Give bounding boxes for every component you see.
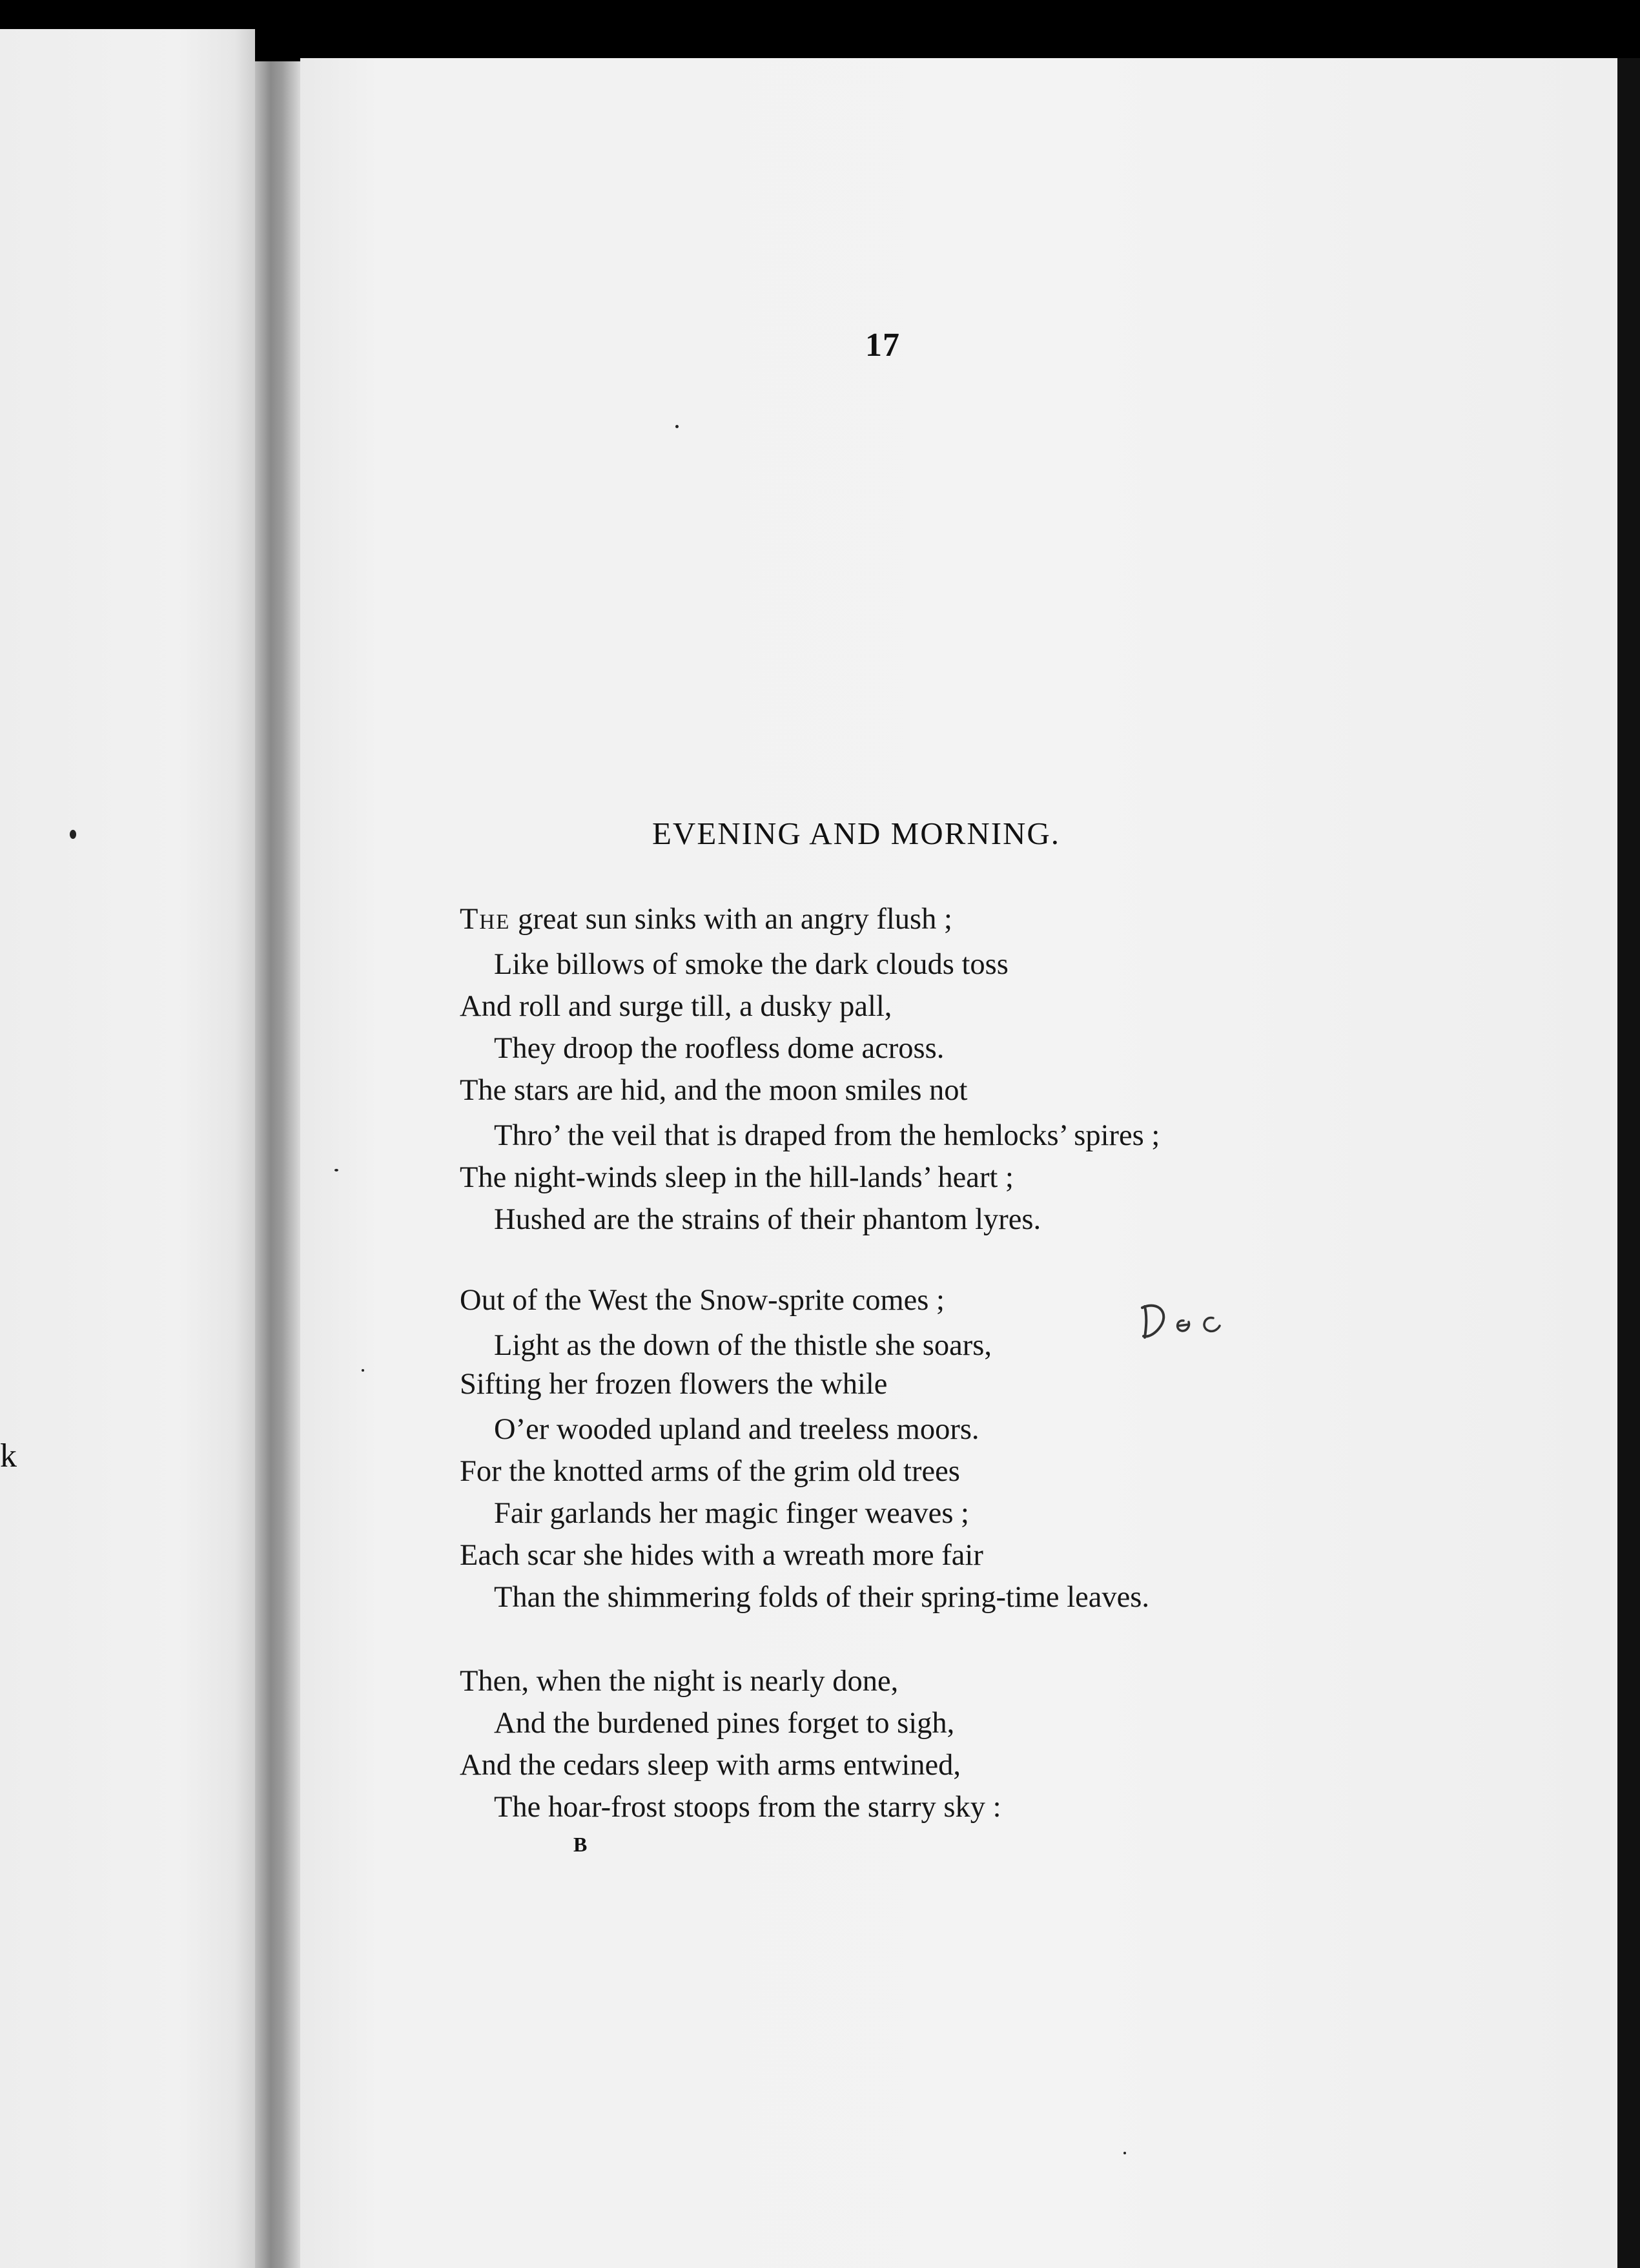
- poem-line: For the knotted arms of the grim old trees: [460, 1455, 960, 1488]
- poem-line: Thro’ the veil that is draped from the hemlocks’ spires ;: [494, 1119, 1160, 1152]
- dust-speck: [1123, 2152, 1126, 2154]
- dust-speck: [675, 425, 679, 428]
- poem-line: Out of the West the Snow-sprite comes ;: [460, 1284, 945, 1317]
- left-page-edge: [0, 29, 255, 2268]
- dust-speck: [362, 1369, 364, 1372]
- poem-line: O’er wooded upland and treeless moors.: [494, 1413, 979, 1446]
- scan-border: [1617, 58, 1640, 2268]
- signature-mark: B: [573, 1833, 588, 1856]
- poem-line: The great sun sinks with an angry flush ;: [460, 903, 952, 936]
- poem-line: Light as the down of the thistle she soars,: [494, 1329, 992, 1362]
- poem-line: Sifting her frozen flowers the while: [460, 1368, 888, 1401]
- handwritten-note-icon: [1133, 1295, 1230, 1346]
- poem-line: They droop the roofless dome across.: [494, 1032, 945, 1065]
- poem-line: And roll and surge till, a dusky pall,: [460, 990, 892, 1023]
- poem-line: The night-winds sleep in the hill-lands’ heart ;: [460, 1161, 1014, 1194]
- poem-line: And the burdened pines forget to sigh,: [494, 1707, 955, 1740]
- poem-line: The hoar-frost stoops from the starry sky :: [494, 1791, 1001, 1824]
- page-number: 17: [865, 327, 900, 364]
- dust-speck: [334, 1169, 338, 1171]
- poem-first-word: The: [460, 903, 511, 936]
- poem-line: Each scar she hides with a wreath more fair: [460, 1539, 983, 1572]
- dust-speck: [70, 830, 76, 839]
- book-gutter: [255, 61, 300, 2268]
- poem-line: Hushed are the strains of their phantom lyres.: [494, 1203, 1041, 1236]
- poem-line: And the cedars sleep with arms entwined,: [460, 1749, 961, 1782]
- poem-line: The stars are hid, and the moon smiles not: [460, 1074, 968, 1107]
- left-page-fragment: k: [0, 1438, 17, 1474]
- poem-line: Fair garlands her magic finger weaves ;: [494, 1497, 969, 1530]
- poem-line: Then, when the night is nearly done,: [460, 1665, 899, 1698]
- poem-line: Than the shimmering folds of their spring-time leaves.: [494, 1581, 1150, 1614]
- poem-title: EVENING AND MORNING.: [652, 816, 1061, 851]
- poem-line: Like billows of smoke the dark clouds toss: [494, 948, 1009, 981]
